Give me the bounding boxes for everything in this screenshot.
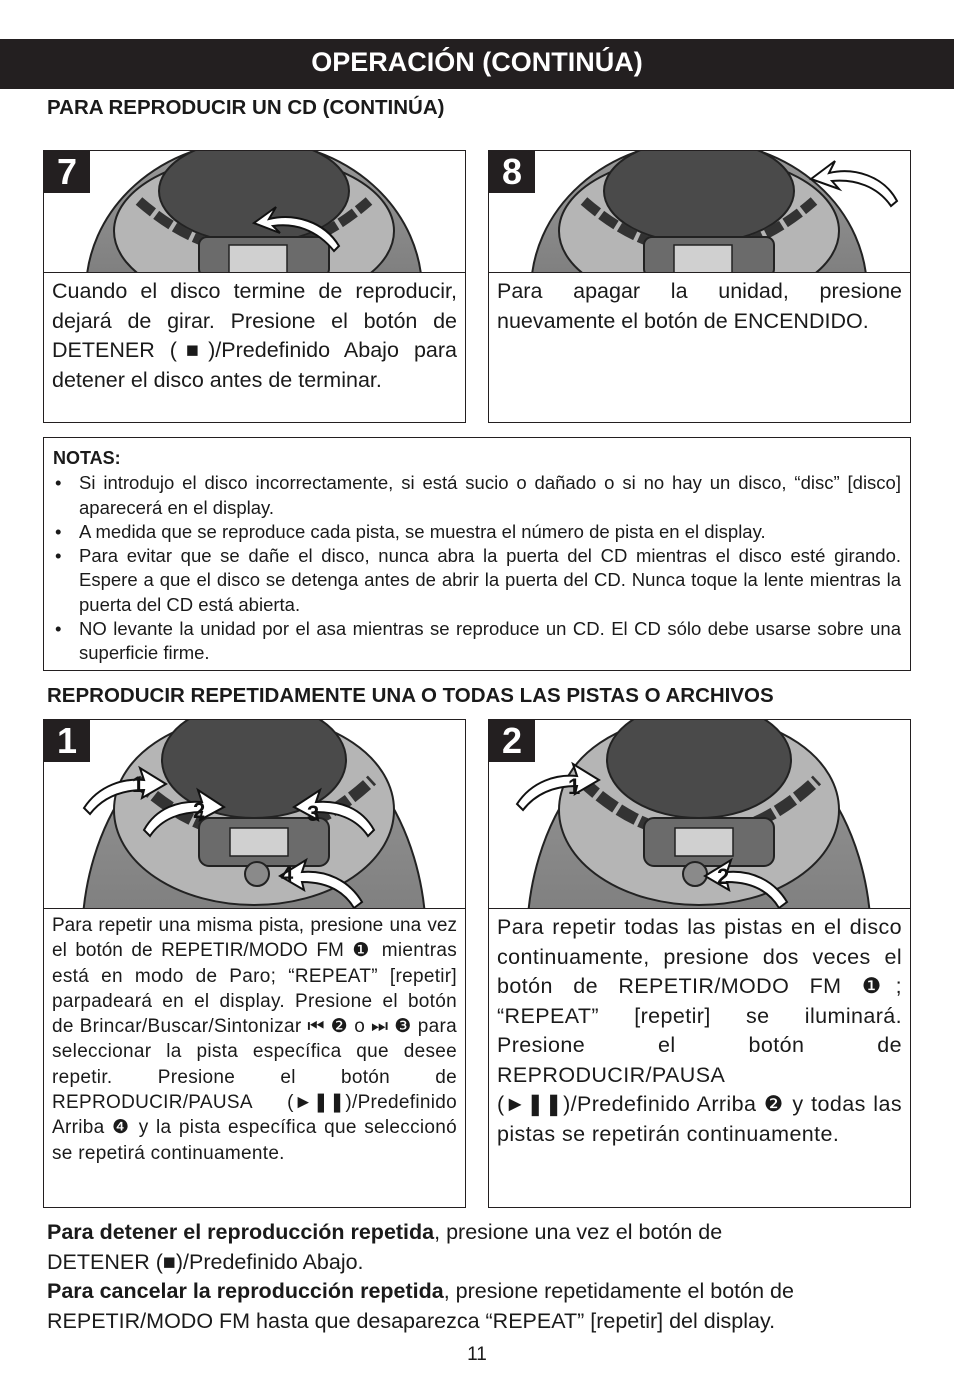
- step-8-instructions: Para apagar la unidad, presione nuevamente el botón de ENCENDIDO.: [497, 279, 902, 333]
- repeat-step-1-text-part2: ❶ mientras está en modo de Paro; “REPEAT” [repetir] parpadeará en el display. Presione el botón de Brincar/Buscar/Sintonizar ⏮ ❷ o ⏭ ❸ para seleccionar la pista específica que desee repetir. Presione el botón de REPRODUCIR/PAUSA (►❚❚)/Predefinido Arriba ❹ y la pista específica que seleccionó se repetirá continuamente.: [52, 940, 458, 1164]
- stop-repeat-paragraph: [47, 1218, 907, 1277]
- cancel-repeat-bold: Para cancelar la reproducción repetida: [47, 1279, 444, 1303]
- note-item: • Si introdujo el disco incorrectamente, si está sucio o dañado o si no hay un disco, “disc” [disco] aparecerá en el display.: [53, 471, 901, 520]
- cd-player-illustration: [44, 151, 465, 273]
- notes-title: NOTAS:: [53, 448, 121, 468]
- page-header: [0, 39, 954, 89]
- step-7-text-after: )/Predefinido Abajo para detener el disco antes de terminar.: [52, 338, 457, 392]
- cd-player-illustration: [44, 720, 465, 909]
- section-heading-repeat: REPRODUCIR REPETIDAMENTE UNA O TODAS LAS PISTAS O ARCHIVOS: [47, 684, 774, 707]
- repeat-step-2-panel: [488, 719, 911, 1208]
- section-heading-play-cd: PARA REPRODUCIR UN CD (CONTINÚA): [47, 96, 445, 119]
- step-8-panel: [488, 150, 911, 423]
- step-number-badge: 7: [44, 151, 90, 193]
- page-title: OPERACIÓN (CONTINÚA): [311, 47, 643, 77]
- arrow-label-3: 3: [307, 801, 320, 826]
- stop-repeat-bold: Para detener el reproducción repetida: [47, 1220, 435, 1244]
- cancel-repeat-text-2: REPETIR/MODO FM hasta que desaparezca “REPEAT” [repetir] del display.: [47, 1308, 776, 1333]
- stop-repeat-text-1: , presione una vez el botón de: [434, 1220, 723, 1244]
- arrow-label-2: 2: [193, 798, 206, 823]
- repeat-step-1-instructions: [52, 913, 457, 1166]
- notes-list: [53, 471, 901, 665]
- step-number-badge: 1: [44, 720, 90, 762]
- cancel-repeat-text-1: , presione repetidamente el botón de: [443, 1279, 794, 1303]
- stop-repeat-text-2a: DETENER (: [47, 1249, 163, 1274]
- stop-icon: ■: [176, 338, 209, 362]
- repeat-step-1-text-part1: Para repetir una misma pista, presione una vez el botón de REPETIR/MODO FM: [52, 915, 457, 962]
- repeat-step-1-panel: [43, 719, 466, 1208]
- note-item: • NO levante la unidad por el asa mientras se reproduce un CD. El CD sólo debe usarse sobre una superficie firme.: [53, 617, 901, 666]
- step-number-badge: 8: [489, 151, 535, 193]
- arrow-label-1: 1: [568, 774, 581, 799]
- notes-box: [43, 437, 911, 671]
- note-item: • Para evitar que se dañe el disco, nunca abra la puerta del CD mientras el disco esté girando. Espere a que el disco se detenga antes de abrir la puerta del CD. Nunca toque la lente mientras la puerta del CD está abierta.: [53, 544, 901, 617]
- cd-player-illustration: [489, 720, 910, 909]
- step-7-text-before: Cuando el disco termine de reproducir, dejará de girar. Presione el botón de DETENER (: [52, 279, 457, 362]
- arrow-label-2: 2: [717, 864, 730, 889]
- stop-repeat-text-2b: )/Predefinido Abajo.: [175, 1249, 364, 1274]
- step-number-badge: 2: [489, 720, 535, 762]
- page-number: 11: [467, 1344, 487, 1365]
- note-item: • A medida que se reproduce cada pista, se muestra el número de pista en el display.: [53, 520, 901, 544]
- cd-player-illustration: [489, 151, 910, 273]
- stop-icon: ■: [162, 1249, 176, 1274]
- step-7-instructions: [52, 277, 457, 395]
- step-7-panel: [43, 150, 466, 423]
- cancel-repeat-paragraph: [47, 1277, 907, 1336]
- repeat-step-2-instructions: Para repetir todas las pistas en el disco continuamente, presione dos veces el botón de REPETIR/MODO FM ❶; “REPEAT” [repetir] se iluminará. Presione el botón de REPRODUCIR/PAUSA (►❚❚)/Predefinido Arriba ❷ y todas las pistas se repetirán continuamente.: [497, 915, 902, 1146]
- arrow-label-1: 1: [132, 772, 145, 797]
- arrow-label-4: 4: [281, 862, 294, 887]
